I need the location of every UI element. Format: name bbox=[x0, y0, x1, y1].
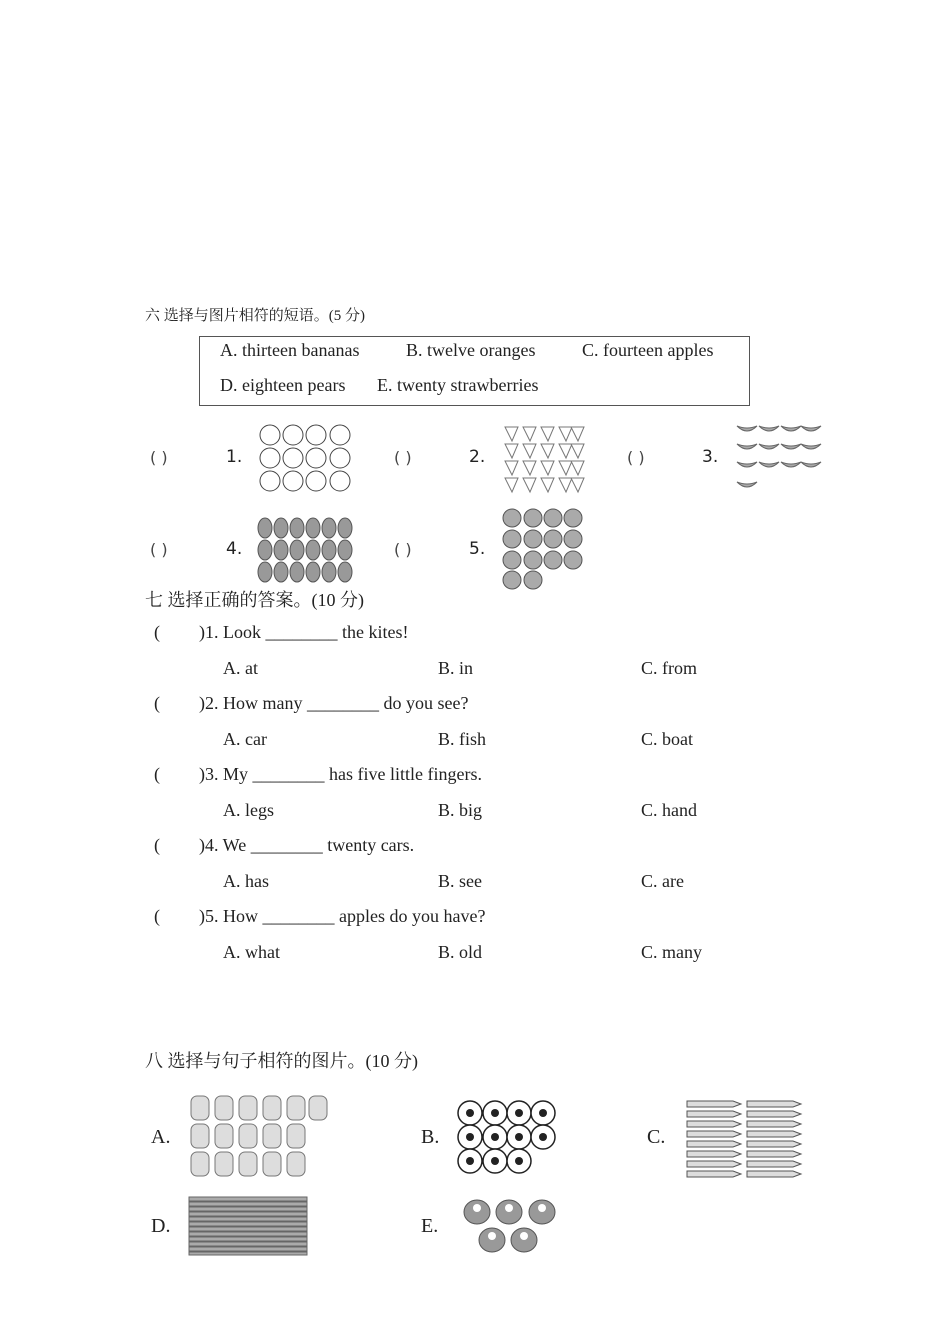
item-number-5: 5. bbox=[469, 539, 486, 559]
cats-icon bbox=[189, 1093, 331, 1181]
picture-letter-b: B. bbox=[421, 1126, 440, 1148]
option-d: D. eighteen pears bbox=[220, 375, 346, 395]
answer-blank-2[interactable]: ( ) bbox=[394, 448, 412, 467]
footballs-icon bbox=[457, 1100, 557, 1176]
q1-choice-c[interactable]: C. from bbox=[641, 658, 697, 678]
q4-choice-c[interactable]: C. are bbox=[641, 871, 684, 891]
answer-blank-1[interactable]: ( ) bbox=[150, 448, 168, 467]
picture-letter-a: A. bbox=[151, 1126, 171, 1148]
picture-letter-c: C. bbox=[647, 1126, 666, 1148]
q3-choice-c[interactable]: C. hand bbox=[641, 800, 697, 820]
section-8-title: 八 选择与句子相符的图片。(10 分) bbox=[145, 1051, 418, 1071]
q3-text: )3. My ________ has five little fingers. bbox=[199, 764, 482, 784]
q3-paren[interactable]: ( bbox=[154, 764, 160, 784]
section-7-title: 七 选择正确的答案。(10 分) bbox=[145, 590, 364, 610]
q4-choice-a[interactable]: A. has bbox=[223, 871, 269, 891]
answer-blank-4[interactable]: ( ) bbox=[150, 540, 168, 559]
rulers-icon bbox=[188, 1196, 310, 1256]
q2-choice-a[interactable]: A. car bbox=[223, 729, 267, 749]
q1-text: )1. Look ________ the kites! bbox=[199, 622, 409, 642]
option-c: C. fourteen apples bbox=[582, 340, 714, 360]
pears-icon bbox=[257, 515, 353, 585]
section-6-title: 六 选择与图片相符的短语。(5 分) bbox=[145, 308, 365, 324]
option-e: E. twenty strawberries bbox=[377, 375, 539, 395]
q1-choice-a[interactable]: A. at bbox=[223, 658, 258, 678]
answer-blank-3[interactable]: ( ) bbox=[627, 448, 645, 467]
item-number-4: 4. bbox=[226, 539, 243, 559]
q2-text: )2. How many ________ do you see? bbox=[199, 693, 469, 713]
q5-paren[interactable]: ( bbox=[154, 906, 160, 926]
picture-letter-d: D. bbox=[151, 1215, 171, 1237]
q2-choice-b[interactable]: B. fish bbox=[438, 729, 487, 749]
option-a: A. thirteen bananas bbox=[220, 340, 360, 360]
pencils-icon bbox=[685, 1098, 803, 1178]
picture-letter-e: E. bbox=[421, 1215, 439, 1237]
item-number-2: 2. bbox=[469, 447, 486, 467]
q1-paren[interactable]: ( bbox=[154, 622, 160, 642]
q2-choice-c[interactable]: C. boat bbox=[641, 729, 693, 749]
oranges-icon bbox=[258, 424, 354, 492]
strawberries-icon bbox=[501, 424, 585, 494]
item-number-3: 3. bbox=[702, 447, 719, 467]
q3-choice-a[interactable]: A. legs bbox=[223, 800, 274, 820]
answer-blank-5[interactable]: ( ) bbox=[394, 540, 412, 559]
bananas-icon bbox=[735, 418, 823, 494]
q4-choice-b[interactable]: B. see bbox=[438, 871, 482, 891]
q3-choice-b[interactable]: B. big bbox=[438, 800, 483, 820]
q5-choice-a[interactable]: A. what bbox=[223, 942, 280, 962]
q1-choice-b[interactable]: B. in bbox=[438, 658, 474, 678]
item-number-1: 1. bbox=[226, 447, 243, 467]
q5-text: )5. How ________ apples do you have? bbox=[199, 906, 486, 926]
option-b: B. twelve oranges bbox=[406, 340, 536, 360]
q5-choice-b[interactable]: B. old bbox=[438, 942, 483, 962]
phrase-options-box bbox=[199, 336, 750, 406]
q5-choice-c[interactable]: C. many bbox=[641, 942, 702, 962]
apples-icon bbox=[502, 507, 586, 591]
q4-paren[interactable]: ( bbox=[154, 835, 160, 855]
birds-icon bbox=[462, 1196, 558, 1258]
q4-text: )4. We ________ twenty cars. bbox=[199, 835, 415, 855]
q2-paren[interactable]: ( bbox=[154, 693, 160, 713]
